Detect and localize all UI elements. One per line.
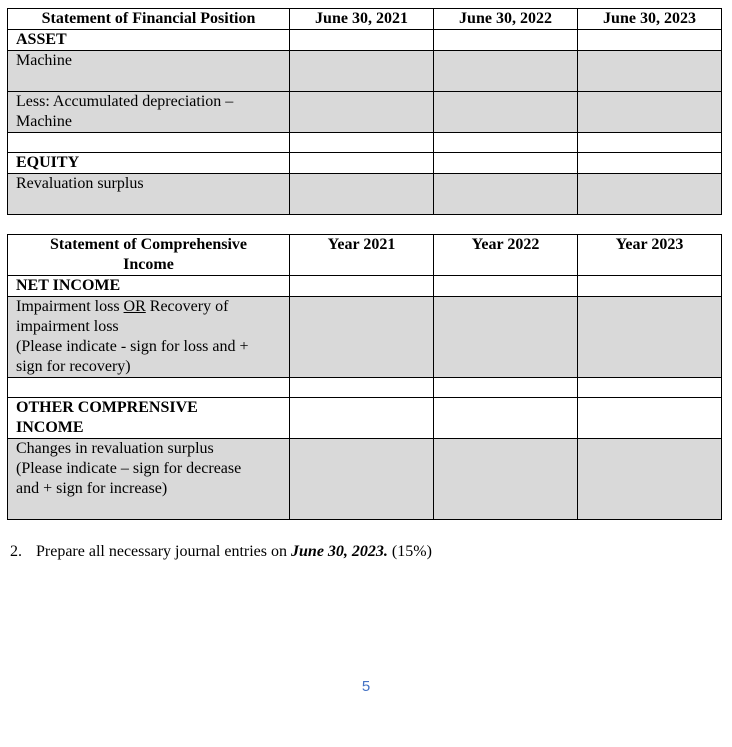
changes-reval-label bbox=[8, 439, 290, 520]
asset-2022-cell bbox=[434, 30, 578, 51]
machine-2021-input[interactable] bbox=[290, 51, 434, 92]
reval-2022-input[interactable] bbox=[434, 174, 578, 215]
sfp-col-2022: June 30, 2022 bbox=[434, 9, 578, 30]
equity-heading: EQUITY bbox=[8, 153, 290, 174]
machine-row bbox=[8, 51, 722, 92]
equity-2022-cell bbox=[434, 153, 578, 174]
impairment-line3: (Please indicate - sign for loss and + bbox=[16, 338, 249, 355]
reval-2021-input[interactable] bbox=[290, 174, 434, 215]
equity-2023-cell bbox=[578, 153, 722, 174]
equity-2021-cell bbox=[290, 153, 434, 174]
sfp-col-2023: June 30, 2023 bbox=[578, 9, 722, 30]
acc-dep-2022-input[interactable] bbox=[434, 92, 578, 133]
changes-2022-input[interactable] bbox=[434, 439, 578, 520]
sfp-title: Statement of Financial Position bbox=[8, 9, 290, 30]
instruction-date: June 30, 2023. bbox=[291, 543, 388, 560]
instruction-weight: (15%) bbox=[387, 543, 432, 560]
question-instruction bbox=[10, 542, 432, 562]
changes-reval-row bbox=[8, 439, 722, 520]
blank-2023-cell bbox=[578, 133, 722, 153]
impairment-part1: Impairment loss bbox=[16, 298, 124, 315]
reval-surplus-row bbox=[8, 174, 722, 215]
machine-label: Machine bbox=[8, 51, 290, 92]
reval-surplus-label: Revaluation surplus bbox=[8, 174, 290, 215]
oci-2021-cell bbox=[290, 398, 434, 439]
impairment-line2: impairment loss bbox=[16, 318, 119, 335]
oci-2023-cell bbox=[578, 398, 722, 439]
sci-col-2022: Year 2022 bbox=[434, 235, 578, 276]
sci-blank-2021-cell bbox=[290, 378, 434, 398]
reval-2023-input[interactable] bbox=[578, 174, 722, 215]
oci-heading bbox=[8, 398, 290, 439]
net-income-2022-cell bbox=[434, 276, 578, 297]
page-number: 5 bbox=[361, 678, 371, 695]
sci-header-row bbox=[8, 235, 722, 276]
oci-2022-cell bbox=[434, 398, 578, 439]
question-number: 2. bbox=[10, 543, 22, 560]
impairment-or: OR bbox=[123, 298, 146, 315]
impairment-line4: sign for recovery) bbox=[16, 358, 131, 375]
machine-2023-input[interactable] bbox=[578, 51, 722, 92]
changes-line2: (Please indicate – sign for decrease bbox=[16, 460, 242, 477]
sci-blank-2023-cell bbox=[578, 378, 722, 398]
changes-2021-input[interactable] bbox=[290, 439, 434, 520]
asset-2023-cell bbox=[578, 30, 722, 51]
sci-blank-cell bbox=[8, 378, 290, 398]
sci-title-line2: Income bbox=[123, 256, 174, 273]
impairment-row bbox=[8, 297, 722, 378]
impairment-2023-input[interactable] bbox=[578, 297, 722, 378]
changes-2023-input[interactable] bbox=[578, 439, 722, 520]
equity-heading-row bbox=[8, 153, 722, 174]
sci-title bbox=[8, 235, 290, 276]
oci-heading-line2: INCOME bbox=[16, 419, 84, 436]
instruction-text: Prepare all necessary journal entries on bbox=[36, 543, 292, 560]
sci-col-2021: Year 2021 bbox=[290, 235, 434, 276]
sci-col-2023: Year 2023 bbox=[578, 235, 722, 276]
acc-dep-label-line2: Machine bbox=[16, 113, 72, 130]
net-income-heading-row bbox=[8, 276, 722, 297]
acc-dep-2021-input[interactable] bbox=[290, 92, 434, 133]
oci-heading-line1: OTHER COMPRENSIVE bbox=[16, 399, 198, 416]
changes-line3: and + sign for increase) bbox=[16, 480, 168, 497]
blank-cell bbox=[8, 133, 290, 153]
impairment-line1 bbox=[16, 297, 283, 317]
acc-dep-label bbox=[8, 92, 290, 133]
machine-2022-input[interactable] bbox=[434, 51, 578, 92]
oci-heading-row bbox=[8, 398, 722, 439]
acc-dep-2023-input[interactable] bbox=[578, 92, 722, 133]
sfp-header-row bbox=[8, 9, 722, 30]
impairment-label bbox=[8, 297, 290, 378]
blank-2021-cell bbox=[290, 133, 434, 153]
asset-heading: ASSET bbox=[8, 30, 290, 51]
acc-dep-row bbox=[8, 92, 722, 133]
net-income-2021-cell bbox=[290, 276, 434, 297]
blank-row bbox=[8, 133, 722, 153]
asset-2021-cell bbox=[290, 30, 434, 51]
sci-blank-2022-cell bbox=[434, 378, 578, 398]
sfp-col-2021: June 30, 2021 bbox=[290, 9, 434, 30]
impairment-2022-input[interactable] bbox=[434, 297, 578, 378]
acc-dep-label-line1: Less: Accumulated depreciation – bbox=[16, 93, 234, 110]
sci-blank-row bbox=[8, 378, 722, 398]
financial-position-table bbox=[7, 8, 722, 215]
blank-2022-cell bbox=[434, 133, 578, 153]
net-income-heading: NET INCOME bbox=[8, 276, 290, 297]
impairment-part2: Recovery of bbox=[145, 298, 229, 315]
sci-title-line1: Statement of Comprehensive bbox=[49, 236, 247, 253]
impairment-2021-input[interactable] bbox=[290, 297, 434, 378]
net-income-2023-cell bbox=[578, 276, 722, 297]
comprehensive-income-table bbox=[7, 234, 722, 520]
asset-heading-row bbox=[8, 30, 722, 51]
changes-line1: Changes in revaluation surplus bbox=[16, 440, 214, 457]
